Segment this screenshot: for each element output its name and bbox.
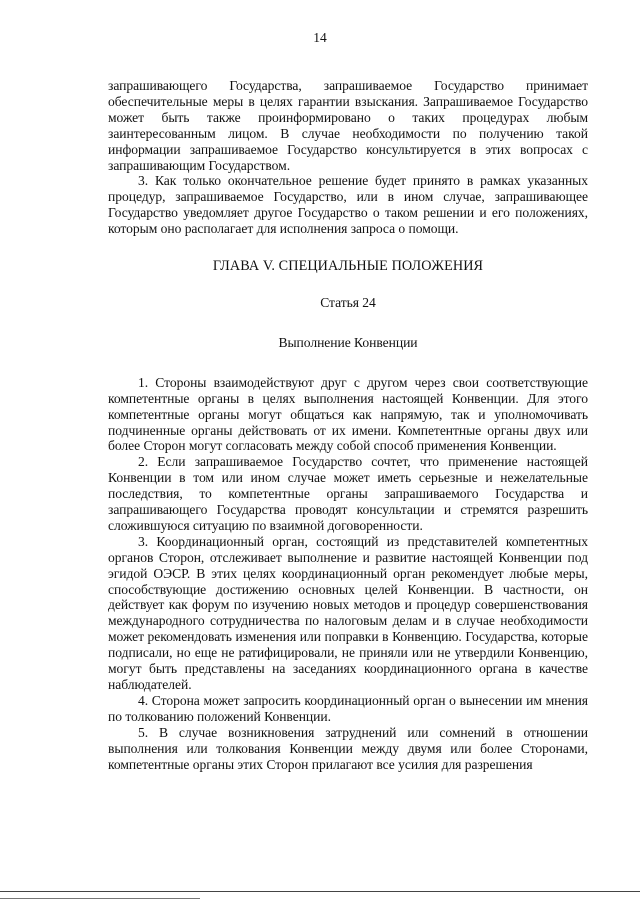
article-title: Выполнение Конвенции — [278, 334, 418, 350]
chapter-heading: ГЛАВА V. СПЕЦИАЛЬНЫЕ ПОЛОЖЕНИЯ — [212, 258, 484, 275]
article-paragraph-2: 2. Если запрашиваемое Государство сочтет, что применение настоящей Конвенции в том или ином случае может иметь серьезные и нежелательные последствия, то компетентные органы запрашиваемого Государства и запрашивающего Государства проводят консультации и стремятся разрешить сложившуюся ситуацию по взаимной договоренности. — [108, 454, 588, 533]
article-paragraph-1: 1. Стороны взаимодействуют друг с другом через свои соответствующие компетентные органы в целях выполнения настоящей Конвенции. Для этого компетентные органы могут общаться как напрямую, так и уполномочивать подчиненные органы действовать от их имени. Компетентные органы двух или более Сторон могут согласовать между собой способ применения Конвенции. — [108, 374, 588, 454]
article-paragraph-5: 5. В случае возникновения затруднений или сомнений в отношении выполнения или толкования Конвенции между двумя или более Сторонами, компетентные органы этих Сторон прилагают все усилия для разрешения — [108, 724, 588, 772]
article-paragraph-3: 3. Координационный орган, состоящий из представителей компетентных органов Сторон, отслеживает выполнение и развитие настоящей Конвенции под эгидой ОЭСР. В этих целях координационный орган рекомендует любые меры, способствующие достижению основных целей Конвенции. В частности, он действует как форум по изучению новых методов и процедур совершенствования международного сотрудничества по налоговым делам и в случае необходимости может рекомендовать изменения или поправки в Конвенцию. Государства, которые подписали, но еще не ратифицировали, не приняли или не утвердили Конвенцию, могут быть представлены на заседаниях координационного органа в качестве наблюдателей. — [108, 533, 588, 692]
continuation-paragraph: запрашивающего Государства, запрашиваемое Государство принимает обеспечительные меры в целях гарантии взыскания. Запрашиваемое Государство может быть также проинформировано о таких процедурах любым заинтересованным лицом. В случае необходимости по получению такой информации запрашиваемое Государство консультируется в этих вопросах с запрашивающим Государством. — [108, 78, 588, 173]
article-paragraph-4: 4. Сторона может запросить координационный орган о вынесении им мнения по толкованию положений Конвенции. — [108, 692, 588, 724]
footer-rule-short — [0, 898, 200, 899]
document-body — [108, 78, 588, 772]
article-number: Статья 24 — [320, 294, 376, 310]
paragraph-3: 3. Как только окончательное решение будет принято в рамках указанных процедур, запрашиваемое Государство, или в ином случае, запрашивающее Государство уведомляет другое Государство о таком решении и его положениях, которым оно располагает для исполнения запроса о помощи. — [108, 173, 588, 237]
footer-rule — [0, 891, 640, 892]
page-number: 14 — [313, 30, 327, 45]
